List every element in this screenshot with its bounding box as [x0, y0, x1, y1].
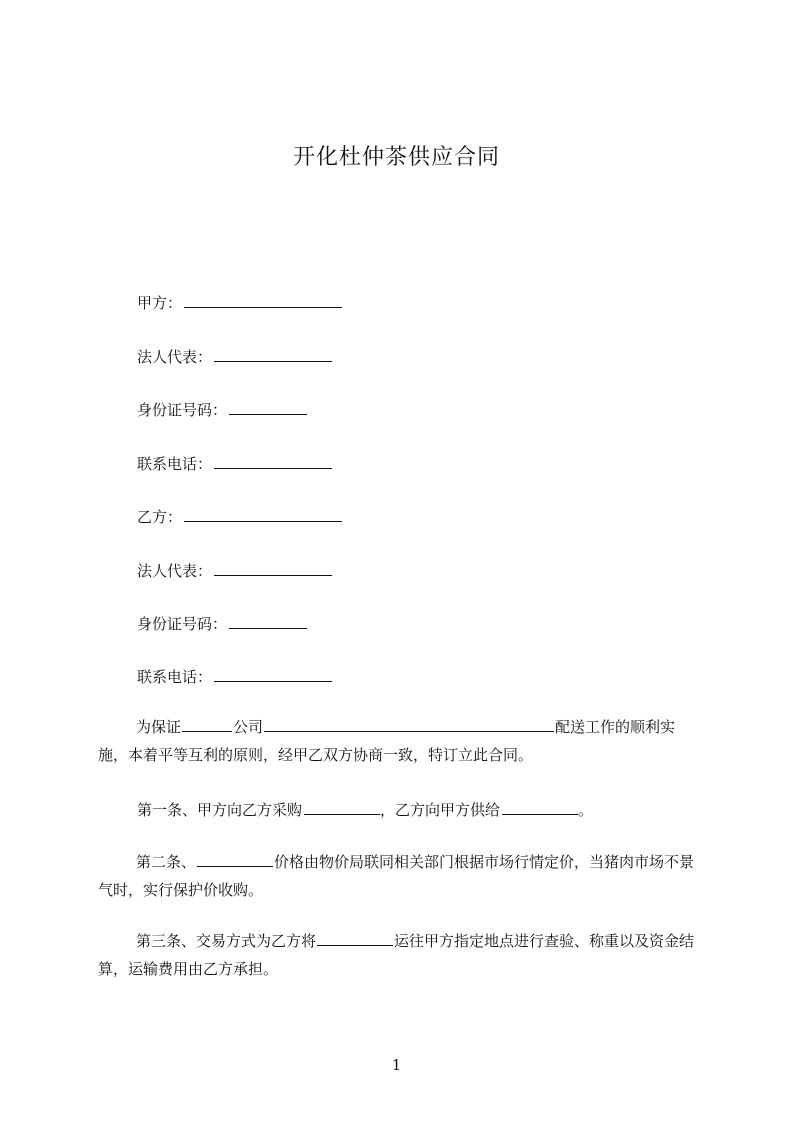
article-3-text-2: 运往甲方指定地点进行查验、称重以及资金结算，运输费用由乙方承担。	[98, 932, 695, 978]
article-1-text-2: ，乙方向甲方供给	[380, 801, 501, 819]
intro-blank-1[interactable]	[182, 730, 232, 732]
party-a-id-label: 身份证号码：	[137, 401, 228, 419]
article-1-blank-1[interactable]	[304, 813, 380, 815]
party-b-phone-blank[interactable]	[214, 680, 332, 682]
intro-text-1: 为保证	[136, 718, 182, 736]
party-a-phone-label: 联系电话：	[137, 455, 213, 473]
party-a-rep-blank[interactable]	[214, 360, 332, 362]
page-number: 1	[391, 1056, 402, 1074]
article-1-blank-2[interactable]	[502, 813, 578, 815]
party-a-rep-label: 法人代表：	[137, 348, 213, 366]
party-b-id-line	[137, 613, 307, 634]
intro-blank-2[interactable]	[264, 730, 554, 732]
party-a-id-blank[interactable]	[229, 413, 307, 415]
article-1-text-1: 第一条、甲方向乙方采购	[137, 801, 303, 819]
party-a-rep-line	[137, 346, 332, 367]
article-1	[137, 799, 593, 820]
intro-text-3: 配送工作的顺利实施，本着平等互利的原则，经甲乙双方协商一致，特订立此合同。	[98, 718, 676, 764]
article-2	[98, 848, 701, 904]
intro-paragraph	[98, 713, 701, 769]
article-3-text-1: 第三条、交易方式为乙方将	[136, 932, 317, 950]
party-b-phone-line	[137, 666, 332, 687]
article-1-text-3: 。	[578, 801, 594, 819]
party-a-id-line	[137, 399, 307, 420]
party-b-blank[interactable]	[184, 520, 342, 522]
party-b-line	[137, 506, 342, 527]
party-b-label: 乙方：	[137, 508, 183, 526]
party-b-id-label: 身份证号码：	[137, 615, 228, 633]
article-3	[98, 927, 701, 983]
document-title: 开化杜仲茶供应合同	[292, 145, 500, 170]
party-b-id-blank[interactable]	[229, 627, 307, 629]
party-b-phone-label: 联系电话：	[137, 668, 213, 686]
party-a-phone-blank[interactable]	[214, 467, 332, 469]
article-2-text-1: 第二条、	[136, 853, 197, 871]
article-3-blank[interactable]	[317, 944, 393, 946]
party-a-line	[137, 292, 342, 313]
party-b-rep-blank[interactable]	[214, 574, 332, 576]
party-a-blank[interactable]	[184, 306, 342, 308]
party-a-label: 甲方：	[137, 294, 183, 312]
article-2-blank[interactable]	[197, 865, 273, 867]
article-2-text-2: 价格由物价局联同相关部门根据市场行情定价，当猪肉市场不景气时，实行保护价收购。	[98, 853, 695, 899]
intro-text-2: 公司	[233, 718, 264, 736]
party-a-phone-line	[137, 453, 332, 474]
party-b-rep-label: 法人代表：	[137, 562, 213, 580]
party-b-rep-line	[137, 560, 332, 581]
